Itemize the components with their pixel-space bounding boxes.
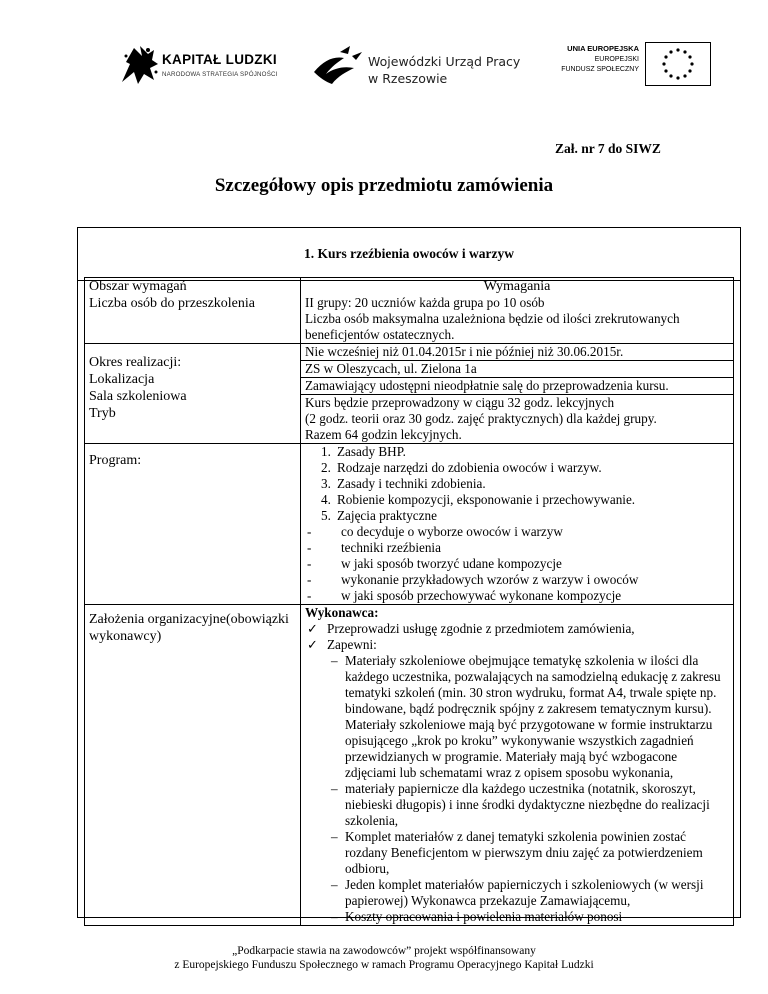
mode-line1: Kurs będzie przeprowadzony w ciągu 32 godz. lekcyjnych bbox=[305, 395, 615, 410]
program-label: Program: bbox=[85, 444, 301, 605]
footer-line1: „Podkarpacie stawia na zawodowców” projekt współfinansowany bbox=[232, 945, 536, 957]
list-item: ✓ Przeprowadzi usługę zgodnie z przedmiotem zamówienia, bbox=[307, 621, 635, 636]
mode-cell bbox=[301, 395, 734, 444]
checkmark-icon: ✓ bbox=[307, 637, 319, 652]
list-item: ✓ Zapewni: bbox=[307, 637, 377, 652]
table-header-row bbox=[85, 278, 734, 344]
period-value: Nie wcześniej niż 01.04.2015r i nie później niż 30.06.2015r. bbox=[301, 344, 734, 361]
list-item: - w jaki sposób przechowywać wykonane kompozycje bbox=[305, 588, 729, 604]
mode-line3: Razem 64 godzin lekcyjnych. bbox=[305, 427, 462, 442]
page-title: Szczegółowy opis przedmiotu zamówienia bbox=[214, 175, 554, 196]
list-item: – Koszty opracowania i powielenia materiałów ponosi bbox=[331, 909, 623, 924]
attachment-label: Zał. nr 7 do SIWZ bbox=[555, 141, 661, 156]
right-header-cell bbox=[301, 278, 734, 344]
wup-name-line2: w Rzeszowie bbox=[368, 71, 448, 86]
contractor-checklist bbox=[305, 621, 729, 653]
header-logos bbox=[0, 28, 768, 98]
eu-logo-line1: UNIA EUROPEJSKA bbox=[567, 44, 639, 53]
left-header-cell bbox=[85, 278, 301, 344]
contractor-cell bbox=[301, 605, 734, 926]
requirements-table bbox=[84, 277, 734, 926]
program-list bbox=[305, 444, 729, 524]
mode-label: Tryb bbox=[89, 406, 116, 421]
eu-flag-icon bbox=[645, 42, 711, 86]
labels-cell bbox=[85, 344, 301, 444]
eu-logo bbox=[545, 40, 725, 90]
list-item: 5. Zajęcia praktyczne bbox=[321, 508, 437, 523]
list-item: - techniki rzeźbienia bbox=[305, 540, 729, 556]
footer bbox=[0, 944, 768, 972]
eu-logo-line3: FUNDUSZ SPOŁECZNY bbox=[561, 66, 639, 73]
mode-line2: (2 godz. teorii oraz 30 godz. zajęć praktycznych) dla każdej grupy. bbox=[305, 411, 657, 426]
room-label: Sala szkoleniowa bbox=[89, 389, 187, 404]
program-sublist bbox=[305, 524, 729, 604]
footer-line2: z Europejskiego Funduszu Społecznego w ramach Programu Operacyjnego Kapitał Ludzki bbox=[174, 959, 594, 971]
list-item: - wykonanie przykładowych wzorów z warzyw i owoców bbox=[305, 572, 729, 588]
eu-logo-line2: EUROPEJSKI bbox=[594, 56, 639, 63]
kapital-ludzki-emblem-icon bbox=[118, 42, 160, 86]
checkmark-icon: ✓ bbox=[307, 621, 319, 636]
room-value: Zamawiający udostępni nieodpłatnie salę do przeprowadzenia kursu. bbox=[301, 378, 734, 395]
participants-label: Liczba osób do przeszkolenia bbox=[89, 296, 255, 311]
list-item: - co decyduje o wyborze owoców i warzyw bbox=[305, 524, 729, 540]
contractor-heading: Wykonawca: bbox=[305, 605, 379, 620]
list-item: - w jaki sposób tworzyć udane kompozycje bbox=[305, 556, 729, 572]
table-row bbox=[85, 605, 734, 926]
location-label: Lokalizacja bbox=[89, 372, 155, 387]
list-item: – Jeden komplet materiałów papierniczych i szkoleniowych (w wersji papierowej) Wykonawca przekazuje Zamawiającemu, bbox=[331, 877, 704, 908]
wup-logo bbox=[310, 42, 530, 92]
wup-name-line1: Wojewódzki Urząd Pracy bbox=[368, 54, 521, 69]
org-label: Założenia organizacyjne(obowiązki wykonawcy) bbox=[85, 605, 301, 926]
col-right-header: Wymagania bbox=[483, 279, 551, 294]
table-row bbox=[85, 444, 734, 605]
location-value: ZS w Oleszycach, ul. Zielona 1a bbox=[301, 361, 734, 378]
wup-bird-icon bbox=[310, 42, 364, 92]
kapital-ludzki-title: KAPITAŁ LUDZKI bbox=[162, 52, 277, 67]
col-left-header: Obszar wymagań bbox=[89, 279, 187, 294]
period-label: Okres realizacji: bbox=[89, 355, 182, 370]
list-item: 2. Rodzaje narzędzi do zdobienia owoców i warzyw. bbox=[321, 460, 602, 475]
program-cell bbox=[301, 444, 734, 605]
course-heading: 1. Kurs rzeźbienia owoców i warzyw bbox=[304, 246, 514, 261]
kapital-ludzki-logo bbox=[118, 42, 288, 90]
table-row bbox=[85, 344, 734, 361]
participants-line2: Liczba osób maksymalna uzależniona będzie od ilości zrekrutowanych beneficjentów ostatecznych. bbox=[305, 311, 680, 342]
list-item: 4. Robienie kompozycji, eksponowanie i przechowywanie. bbox=[321, 492, 636, 507]
list-item: – Komplet materiałów z danej tematyki szkolenia powinien zostać rozdany Beneficjentom w pierwszym dniu zajęć za potwierdzeniem odbioru, bbox=[331, 829, 703, 876]
contractor-items bbox=[305, 653, 729, 925]
list-item: – Materiały szkoleniowe obejmujące tematykę szkolenia w ilości dla każdego uczestnika, pozwalających na samodzielną edukację z zakresu tematyki szkoleń (min. 30 stron wydruku, format A4, trwale spięte np. bindowane, bądź podręcznik spójny z zakresem tematycznym kursu). Materiały szkoleniowe mają być przygotowane w formie instruktarzu opisującego „krok po kroku” wykonywanie wszystkich zagadnień przewidzianych w programie. Materiały mają być wzbogacone zdjęciami lub schematami wraz z opisem sposobu wykonania, bbox=[331, 653, 721, 780]
participants-line1: II grupy: 20 uczniów każda grupa po 10 osób bbox=[305, 295, 545, 310]
list-item: – materiały papiernicze dla każdego uczestnika (notatnik, skoroszyt, niebieski długopis) i inne środki dydaktyczne niezbędne do realizacji szkolenia, bbox=[331, 781, 710, 828]
kapital-ludzki-subtitle: NARODOWA STRATEGIA SPÓJNOŚCI bbox=[162, 71, 278, 78]
list-item: 1. Zasady BHP. bbox=[321, 444, 406, 459]
list-item: 3. Zasady i techniki zdobienia. bbox=[321, 476, 486, 491]
